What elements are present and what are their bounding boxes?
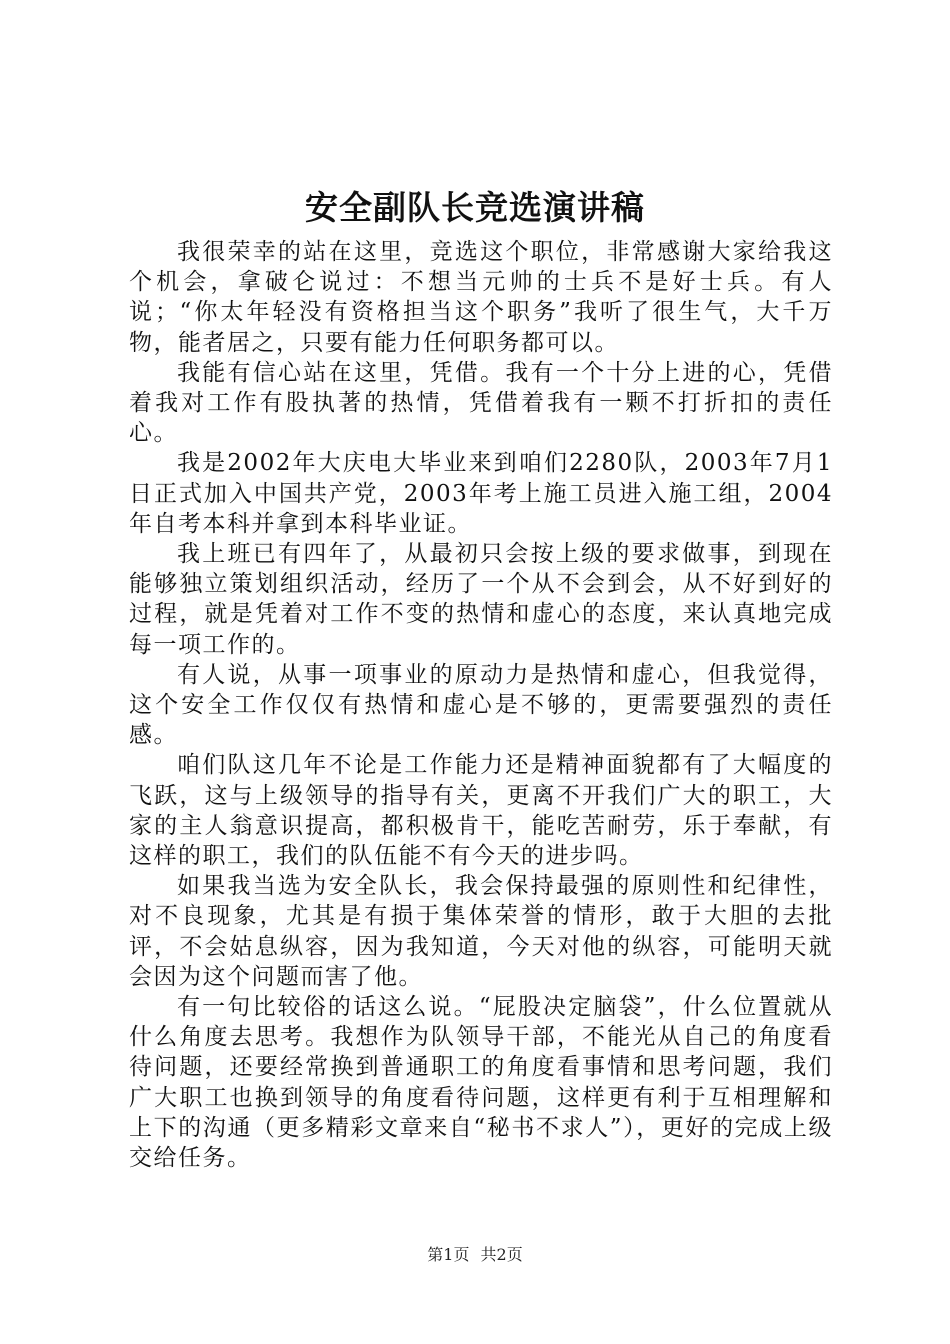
document-title: 安全副队长竞选演讲稿	[305, 188, 645, 227]
paragraph: 我能有信心站在这里，凭借。我有一个十分上进的心，凭借着我对工作有股执著的热情，凭借着我有一颗不打折扣的责任心。	[129, 359, 833, 447]
paragraph: 我很荣幸的站在这里，竞选这个职位，非常感谢大家给我这个机会，拿破仑说过：不想当元帅的士兵不是好士兵。有人说；“你太年轻没有资格担当这个职务”我听了很生气，大千万物，能者居之，只要有能力任何职务都可以。	[129, 239, 833, 356]
paragraph: 如果我当选为安全队长，我会保持最强的原则性和纪律性，对不良现象，尤其是有损于集体荣誉的情形，敢于大胆的去批评，不会姑息纵容，因为我知道，今天对他的纵容，可能明天就会因为这个问题而害了他。	[129, 873, 833, 990]
page-footer	[0, 1244, 950, 1266]
page-number: 第1页	[427, 1245, 470, 1264]
paragraph: 咱们队这几年不论是工作能力还是精神面貌都有了大幅度的飞跃，这与上级领导的指导有关，更离不开我们广大的职工，大家的主人翁意识提高，都积极肯干，能吃苦耐劳，乐于奉献，有这样的职工，我们的队伍能不有今天的进步吗。	[129, 752, 833, 870]
paragraph: 有一句比较俗的话这么说。“屁股决定脑袋”，什么位置就从什么角度去思考。我想作为队领导干部，不能光从自己的角度看待问题，还要经常换到普通职工的角度看事情和思考问题，我们广大职工也换到领导的角度看待问题，这样更有利于互相理解和上下的沟通（更多精彩文章来自“秘书不求人”），更好的完成上级交给任务。	[129, 994, 833, 1172]
document-body	[129, 237, 833, 1173]
paragraph: 我是2002年大庆电大毕业来到咱们2280队，2003年7月1日正式加入中国共产党，2003年考上施工员进入施工组，2004年自考本科并拿到本科毕业证。	[129, 450, 833, 537]
paragraph: 有人说，从事一项事业的原动力是热情和虚心，但我觉得，这个安全工作仅仅有热情和虚心是不够的，更需要强烈的责任感。	[129, 661, 833, 749]
paragraph: 我上班已有四年了，从最初只会按上级的要求做事，到现在能够独立策划组织活动，经历了一个从不会到会，从不好到好的过程，就是凭着对工作不变的热情和虚心的态度，来认真地完成每一项工作的。	[129, 541, 833, 658]
page-total: 共2页	[480, 1245, 523, 1264]
